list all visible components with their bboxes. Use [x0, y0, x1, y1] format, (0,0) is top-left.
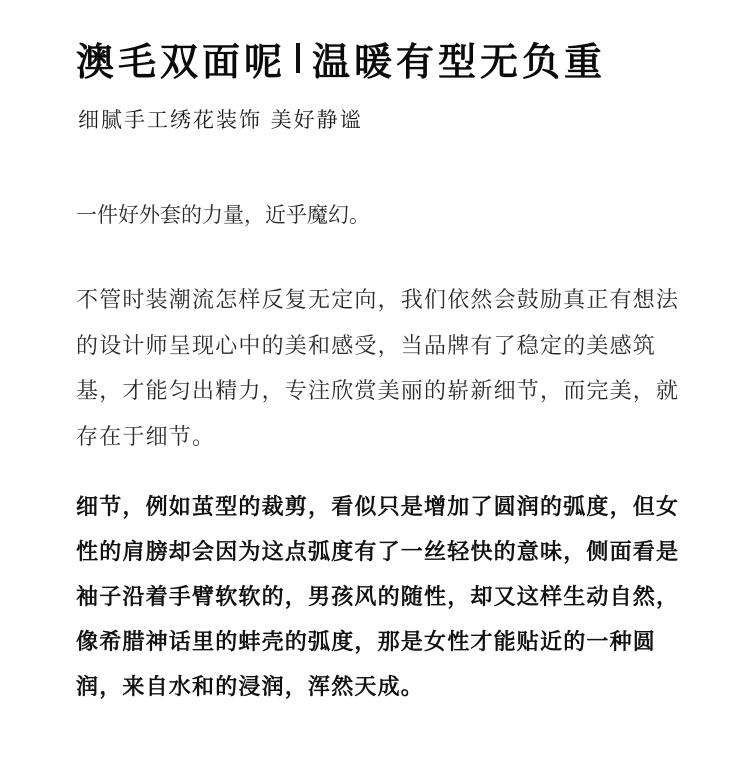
title-right: 温暖有型无负重	[312, 38, 607, 84]
page-title	[76, 30, 686, 86]
subtitle: 细腻手工绣花装饰 美好静谧	[78, 108, 363, 132]
body-paragraph-emphasis: 细节，例如茧型的裁剪，看似只是增加了圆润的弧度，但女性的肩膀却会因为这点弧度有了一丝轻快的意味，侧面看是袖子沿着手臂软软的，男孩风的随性，却又这样生动自然，像希腊神话里的蚌壳的弧度，那是女性才能贴近的一种圆润，来自水和的浸润，浑然天成。	[76, 495, 680, 700]
body-paragraph: 不管时装潮流怎样反复无定向，我们依然会鼓励真正有想法的设计师呈现心中的美和感受，当品牌有了稳定的美感筑基，才能匀出精力，专注欣赏美丽的崭新细节，而完美，就存在于细节。	[76, 288, 680, 450]
lead-sentence: 一件好外套的力量，近乎魔幻。	[76, 203, 370, 227]
title-divider	[296, 43, 300, 73]
title-left: 澳毛双面呢	[76, 38, 287, 84]
